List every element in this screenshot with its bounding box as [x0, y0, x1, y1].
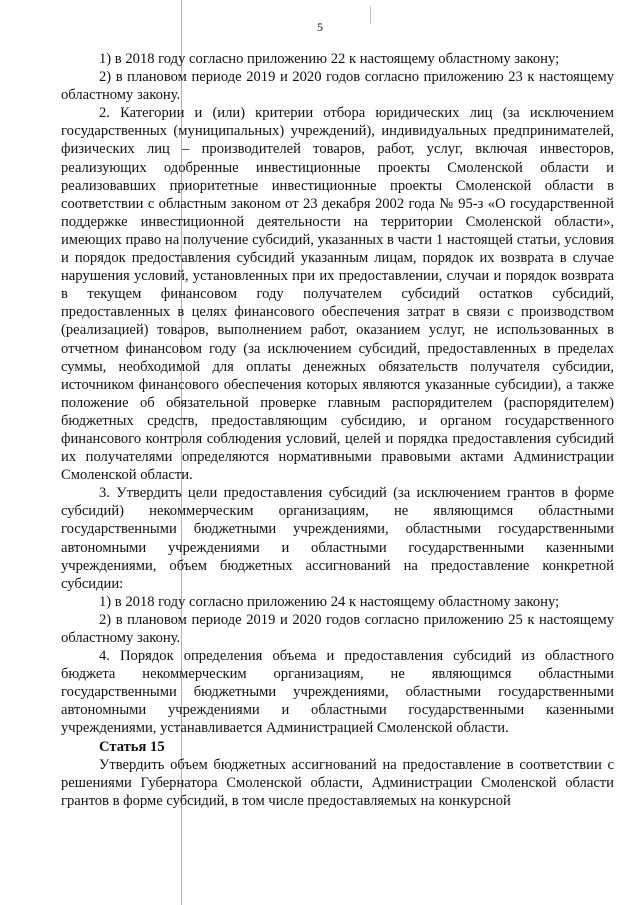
list-item-2018: 1) в 2018 году согласно приложению 22 к настоящему областному закону;	[99, 51, 560, 67]
document-body	[61, 50, 614, 810]
list-item-plan-period: 2) в плановом периоде 2019 и 2020 годов согласно приложению 23 к настоящему областному закону.	[61, 69, 614, 104]
article-title: Статья 15	[99, 738, 165, 755]
page-number: 5	[317, 20, 323, 34]
paragraph-part-2: 2. Категории и (или) критерии отбора юридических лиц (за исключением государственных (муниципальных) учреждений), индивидуальных предпринимателей, физических лиц – производителей товаров, работ, услуг, включая инвесторов, реализующих одобренные инвестиционные проекты Смоленской области и реализовавших приоритетные инвестиционные проекты Смоленской области в соответствии с областным законом от 23 декабря 2002 года № 95-з «О государственной поддержке инвестиционной деятельности на территории Смоленской области», имеющих право на получение субсидий, указанных в части 1 настоящей статьи, условия и порядок предоставления субсидий указанным лицам, порядок их возврата в случае нарушения условий, установленных при их предоставлении, случаи и порядок возврата в текущем финансовом году получателем субсидий остатков субсидий, предоставленных в целях финансового обеспечения затрат в связи с производством (реализацией) товаров, выполнением работ, оказанием услуг, не использованных в отчетном финансовом году (за исключением субсидий, предоставленных в пределах суммы, необходимой для оплаты денежных обязательств получателя субсидии, источником финансового обеспечения которых являются указанные субсидии), а также положение об обязательной проверке главным распорядителем (распорядителем) бюджетных средств, предоставляющим субсидию, и органом государственного финансового контроля соблюдения условий, целей и порядка предоставления субсидий их получателями определяются нормативными правовыми актами Администрации Смоленской области.	[61, 105, 614, 484]
list-item-2018-subsidy: 1) в 2018 году согласно приложению 24 к настоящему областному закону;	[99, 593, 560, 610]
paragraph-article-15: Утвердить объем бюджетных ассигнований на предоставление в соответствии с решениями Губернатора Смоленской области, Администрации Смоленской области грантов в форме субсидий, в том числе предоставляемых на конкурсной	[61, 756, 614, 809]
paragraph-part-3: 3. Утвердить цели предоставления субсидий (за исключением грантов в форме субсидий) некоммерческим организациям, не являющимся областными государственными бюджетными учреждениями, областными государственными автономными учреждениями и областными государственными казенными учреждениями, объем бюджетных ассигнований на предоставление конкретной субсидии:	[61, 485, 614, 592]
paragraph-part-4: 4. Порядок определения объема и предоставления субсидий из областного бюджета некоммерческим организациям, не являющимся областными государственными бюджетными учреждениями, областными государственными автономными учреждениями и областными государственными казенными учреждениями, устанавливается Администрацией Смоленской области.	[61, 648, 614, 737]
list-item-plan-period-subsidy: 2) в плановом периоде 2019 и 2020 годов согласно приложению 25 к настоящему областному закону.	[61, 611, 614, 646]
